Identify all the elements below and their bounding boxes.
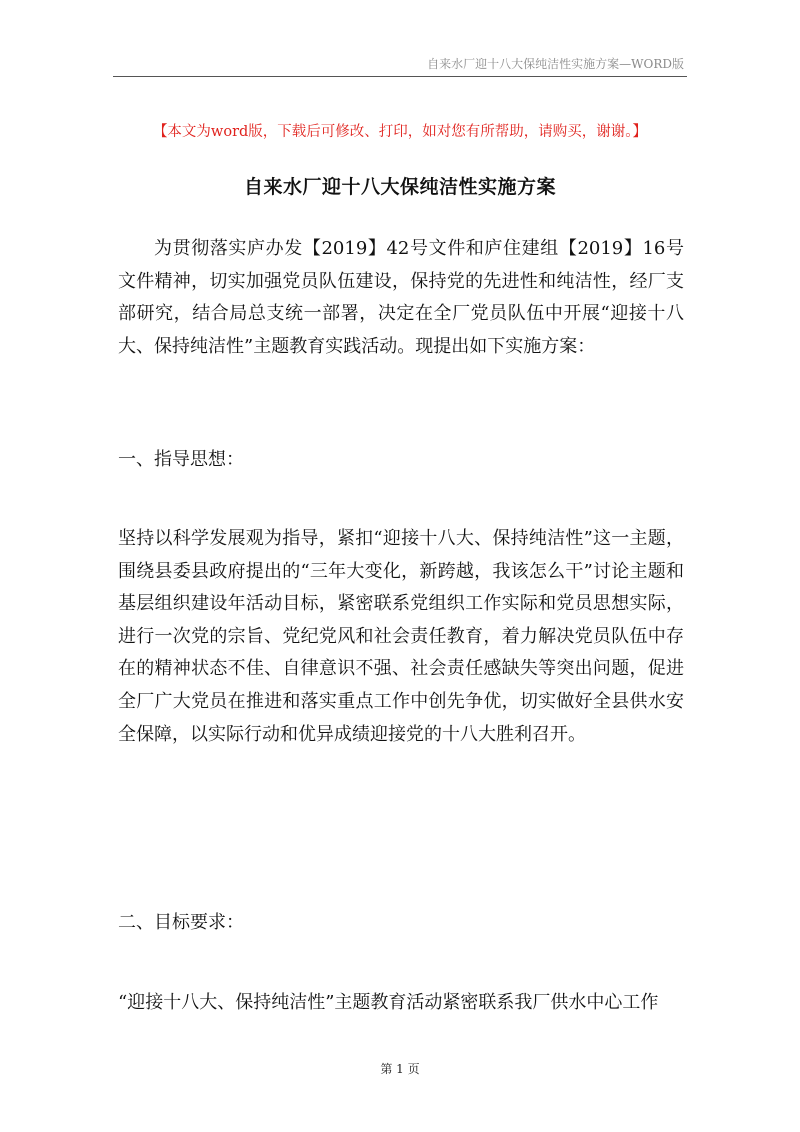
section-body-guiding-ideology: 坚持以科学发展观为指导，紧扣“迎接十八大、保持纯洁性”这一主题，围绕县委县政府提出的“三年大变化，新跨越，我该怎么干”讨论主题和基层组织建设年活动目标，紧密联系党组织工作实际和党员思想实际，进行一次党的宗旨、党纪党风和社会责任教育，着力解决党员队伍中存在的精神状态不佳、自律意识不强、社会责任感缺失等突出问题，促进全厂广大党员在推进和落实重点工作中创先争优，切实做好全县供水安全保障，以实际行动和优异成绩迎接党的十八大胜利召开。 xyxy=(118,528,684,745)
page-number: 第 1 页 xyxy=(380,1062,420,1076)
download-notice: 【本文为word版，下载后可修改、打印，如对您有所帮助，请购买，谢谢。】 xyxy=(152,124,648,140)
intro-paragraph: 为贯彻落实庐办发【2019】42号文件和庐住建组【2019】16号文件精神，切实加强党员队伍建设，保持党的先进性和纯洁性，经厂支部研究，结合局总支统一部署，决定在全厂党员队伍中开展“迎接十八大、保持纯洁性”主题教育实践活动。现提出如下实施方案： xyxy=(118,238,684,357)
section-heading-guiding-ideology: 一、指导思想： xyxy=(118,449,244,470)
document-title: 自来水厂迎十八大保纯洁性实施方案 xyxy=(243,176,556,198)
running-header: 自来水厂迎十八大保纯洁性实施方案—WORD版 xyxy=(427,57,684,71)
section-heading-goals: 二、目标要求： xyxy=(118,912,244,933)
section-body-goals: “迎接十八大、保持纯洁性”主题教育活动紧密联系我厂供水中心工作 xyxy=(118,992,659,1013)
header-divider xyxy=(113,76,687,77)
